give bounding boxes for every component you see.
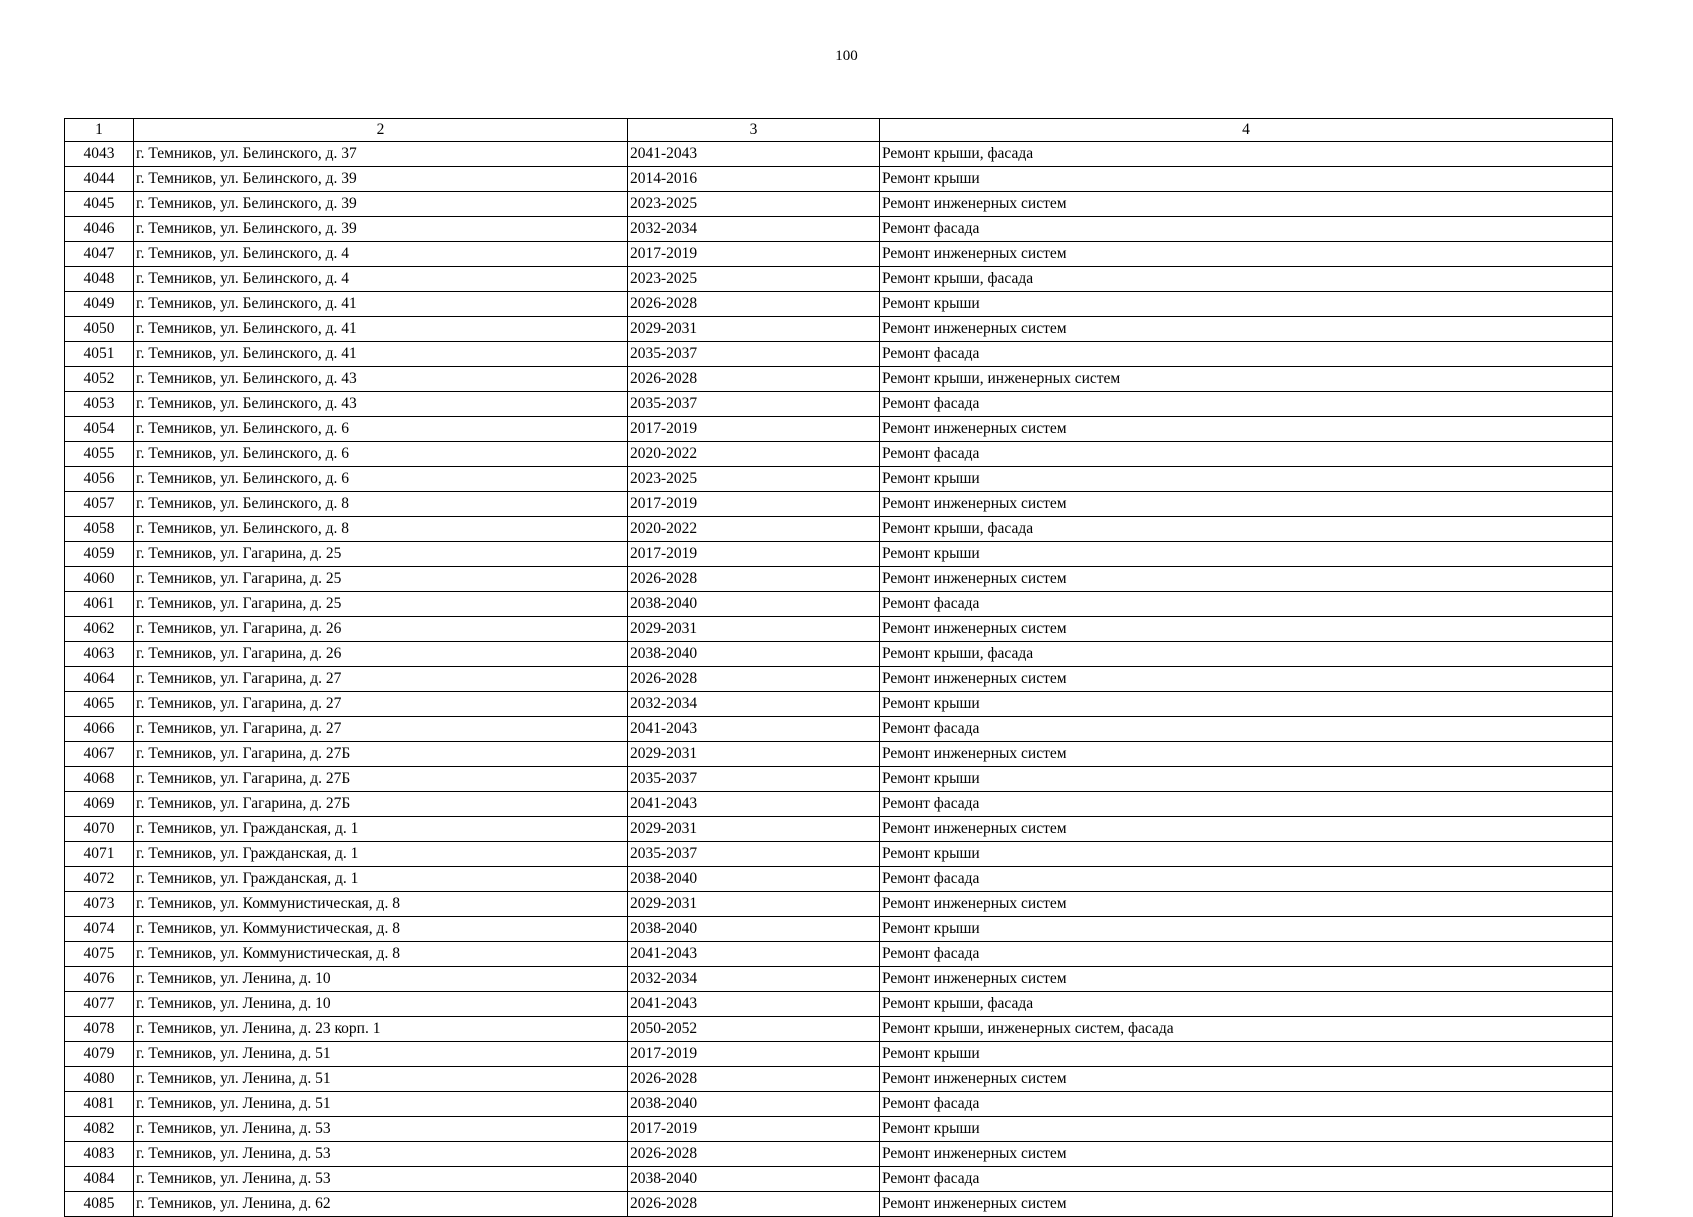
row-number-cell: 4066 <box>65 717 134 742</box>
address-cell: г. Темников, ул. Ленина, д. 51 <box>134 1092 628 1117</box>
address-cell: г. Темников, ул. Гражданская, д. 1 <box>134 817 628 842</box>
table-row <box>65 667 1613 692</box>
repair-type-cell: Ремонт крыши <box>880 167 1613 192</box>
repair-period-cell: 2032-2034 <box>628 692 880 717</box>
table-row <box>65 367 1613 392</box>
table-row <box>65 1167 1613 1192</box>
row-number-cell: 4051 <box>65 342 134 367</box>
repair-period-cell: 2038-2040 <box>628 642 880 667</box>
table-body <box>65 142 1613 1217</box>
repair-period-cell: 2029-2031 <box>628 617 880 642</box>
repair-period-cell: 2050-2052 <box>628 1017 880 1042</box>
row-number-cell: 4055 <box>65 442 134 467</box>
row-number-cell: 4049 <box>65 292 134 317</box>
repair-type-cell: Ремонт инженерных систем <box>880 817 1613 842</box>
table-row <box>65 742 1613 767</box>
address-cell: г. Темников, ул. Белинского, д. 4 <box>134 242 628 267</box>
address-cell: г. Темников, ул. Ленина, д. 23 корп. 1 <box>134 1017 628 1042</box>
repair-type-cell: Ремонт крыши, инженерных систем <box>880 367 1613 392</box>
repair-period-cell: 2032-2034 <box>628 217 880 242</box>
table-row <box>65 442 1613 467</box>
row-number-cell: 4048 <box>65 267 134 292</box>
table-row <box>65 292 1613 317</box>
repair-type-cell: Ремонт фасада <box>880 1167 1613 1192</box>
table-row <box>65 317 1613 342</box>
row-number-cell: 4080 <box>65 1067 134 1092</box>
repair-period-cell: 2038-2040 <box>628 592 880 617</box>
row-number-cell: 4062 <box>65 617 134 642</box>
row-number-cell: 4071 <box>65 842 134 867</box>
table-row <box>65 1067 1613 1092</box>
address-cell: г. Темников, ул. Белинского, д. 39 <box>134 217 628 242</box>
row-number-cell: 4047 <box>65 242 134 267</box>
address-cell: г. Темников, ул. Ленина, д. 51 <box>134 1067 628 1092</box>
row-number-cell: 4073 <box>65 892 134 917</box>
repair-period-cell: 2020-2022 <box>628 442 880 467</box>
table-row <box>65 542 1613 567</box>
repair-type-cell: Ремонт крыши, фасада <box>880 642 1613 667</box>
table-row <box>65 917 1613 942</box>
table-row <box>65 792 1613 817</box>
repair-type-cell: Ремонт инженерных систем <box>880 892 1613 917</box>
repair-type-cell: Ремонт крыши, фасада <box>880 992 1613 1017</box>
table-row <box>65 892 1613 917</box>
repair-type-cell: Ремонт крыши <box>880 1042 1613 1067</box>
repair-period-cell: 2014-2016 <box>628 167 880 192</box>
repair-type-cell: Ремонт инженерных систем <box>880 492 1613 517</box>
repair-type-cell: Ремонт инженерных систем <box>880 1067 1613 1092</box>
page-number: 100 <box>835 48 858 64</box>
repair-period-cell: 2035-2037 <box>628 767 880 792</box>
repair-period-cell: 2041-2043 <box>628 992 880 1017</box>
repair-type-cell: Ремонт инженерных систем <box>880 617 1613 642</box>
table-row <box>65 267 1613 292</box>
repair-period-cell: 2038-2040 <box>628 1092 880 1117</box>
repair-type-cell: Ремонт инженерных систем <box>880 1142 1613 1167</box>
table-row <box>65 192 1613 217</box>
repair-period-cell: 2023-2025 <box>628 192 880 217</box>
address-cell: г. Темников, ул. Гражданская, д. 1 <box>134 867 628 892</box>
row-number-cell: 4054 <box>65 417 134 442</box>
row-number-cell: 4079 <box>65 1042 134 1067</box>
row-number-cell: 4060 <box>65 567 134 592</box>
repair-period-cell: 2026-2028 <box>628 1192 880 1217</box>
repair-type-cell: Ремонт фасада <box>880 342 1613 367</box>
row-number-cell: 4077 <box>65 992 134 1017</box>
repair-type-cell: Ремонт крыши <box>880 692 1613 717</box>
address-cell: г. Темников, ул. Белинского, д. 39 <box>134 192 628 217</box>
row-number-cell: 4075 <box>65 942 134 967</box>
address-cell: г. Темников, ул. Ленина, д. 51 <box>134 1042 628 1067</box>
repair-type-cell: Ремонт крыши <box>880 842 1613 867</box>
repair-type-cell: Ремонт инженерных систем <box>880 667 1613 692</box>
address-cell: г. Темников, ул. Гагарина, д. 26 <box>134 617 628 642</box>
address-cell: г. Темников, ул. Белинского, д. 43 <box>134 367 628 392</box>
row-number-cell: 4053 <box>65 392 134 417</box>
row-number-cell: 4052 <box>65 367 134 392</box>
repair-type-cell: Ремонт инженерных систем <box>880 417 1613 442</box>
table-row <box>65 1192 1613 1217</box>
repair-period-cell: 2029-2031 <box>628 817 880 842</box>
row-number-cell: 4046 <box>65 217 134 242</box>
address-cell: г. Темников, ул. Ленина, д. 10 <box>134 967 628 992</box>
row-number-cell: 4044 <box>65 167 134 192</box>
repair-period-cell: 2029-2031 <box>628 317 880 342</box>
address-cell: г. Темников, ул. Белинского, д. 41 <box>134 317 628 342</box>
row-number-cell: 4084 <box>65 1167 134 1192</box>
repair-type-cell: Ремонт крыши <box>880 542 1613 567</box>
address-cell: г. Темников, ул. Белинского, д. 6 <box>134 467 628 492</box>
repair-type-cell: Ремонт крыши, фасада <box>880 142 1613 167</box>
repair-type-cell: Ремонт фасада <box>880 592 1613 617</box>
address-cell: г. Темников, ул. Ленина, д. 53 <box>134 1142 628 1167</box>
repair-type-cell: Ремонт фасада <box>880 867 1613 892</box>
column-header-3: 3 <box>628 119 880 142</box>
repair-period-cell: 2026-2028 <box>628 567 880 592</box>
row-number-cell: 4085 <box>65 1192 134 1217</box>
repair-period-cell: 2041-2043 <box>628 142 880 167</box>
table-row <box>65 342 1613 367</box>
repair-period-cell: 2038-2040 <box>628 917 880 942</box>
address-cell: г. Темников, ул. Коммунистическая, д. 8 <box>134 892 628 917</box>
repair-type-cell: Ремонт инженерных систем <box>880 192 1613 217</box>
address-cell: г. Темников, ул. Белинского, д. 6 <box>134 417 628 442</box>
table-row <box>65 592 1613 617</box>
row-number-cell: 4063 <box>65 642 134 667</box>
header-row <box>65 119 1613 142</box>
repair-type-cell: Ремонт крыши <box>880 292 1613 317</box>
table-row <box>65 617 1613 642</box>
address-cell: г. Темников, ул. Белинского, д. 8 <box>134 492 628 517</box>
repair-type-cell: Ремонт фасада <box>880 1092 1613 1117</box>
row-number-cell: 4067 <box>65 742 134 767</box>
table-row <box>65 1117 1613 1142</box>
column-header-4: 4 <box>880 119 1613 142</box>
row-number-cell: 4057 <box>65 492 134 517</box>
address-cell: г. Темников, ул. Белинского, д. 37 <box>134 142 628 167</box>
repair-period-cell: 2041-2043 <box>628 792 880 817</box>
repair-period-cell: 2017-2019 <box>628 1117 880 1142</box>
address-cell: г. Темников, ул. Белинского, д. 41 <box>134 342 628 367</box>
table-row <box>65 1092 1613 1117</box>
row-number-cell: 4082 <box>65 1117 134 1142</box>
row-number-cell: 4061 <box>65 592 134 617</box>
table-row <box>65 567 1613 592</box>
address-cell: г. Темников, ул. Ленина, д. 53 <box>134 1117 628 1142</box>
table-row <box>65 217 1613 242</box>
table-row <box>65 242 1613 267</box>
table-row <box>65 817 1613 842</box>
address-cell: г. Темников, ул. Коммунистическая, д. 8 <box>134 942 628 967</box>
address-cell: г. Темников, ул. Белинского, д. 39 <box>134 167 628 192</box>
repair-type-cell: Ремонт инженерных систем <box>880 242 1613 267</box>
repair-period-cell: 2017-2019 <box>628 417 880 442</box>
table-row <box>65 942 1613 967</box>
repair-schedule-table <box>64 118 1613 1217</box>
address-cell: г. Темников, ул. Белинского, д. 43 <box>134 392 628 417</box>
repair-type-cell: Ремонт фасада <box>880 792 1613 817</box>
address-cell: г. Темников, ул. Гагарина, д. 25 <box>134 567 628 592</box>
column-header-1: 1 <box>65 119 134 142</box>
repair-type-cell: Ремонт крыши, фасада <box>880 267 1613 292</box>
repair-period-cell: 2035-2037 <box>628 342 880 367</box>
address-cell: г. Темников, ул. Белинского, д. 6 <box>134 442 628 467</box>
row-number-cell: 4043 <box>65 142 134 167</box>
repair-period-cell: 2020-2022 <box>628 517 880 542</box>
address-cell: г. Темников, ул. Гагарина, д. 27 <box>134 717 628 742</box>
row-number-cell: 4059 <box>65 542 134 567</box>
repair-type-cell: Ремонт крыши, фасада <box>880 517 1613 542</box>
table-row <box>65 1017 1613 1042</box>
repair-type-cell: Ремонт крыши <box>880 1117 1613 1142</box>
address-cell: г. Темников, ул. Гагарина, д. 25 <box>134 592 628 617</box>
repair-period-cell: 2029-2031 <box>628 742 880 767</box>
row-number-cell: 4064 <box>65 667 134 692</box>
table-row <box>65 692 1613 717</box>
address-cell: г. Темников, ул. Гагарина, д. 27Б <box>134 792 628 817</box>
repair-type-cell: Ремонт инженерных систем <box>880 317 1613 342</box>
address-cell: г. Темников, ул. Белинского, д. 8 <box>134 517 628 542</box>
table-row <box>65 492 1613 517</box>
repair-period-cell: 2023-2025 <box>628 467 880 492</box>
row-number-cell: 4078 <box>65 1017 134 1042</box>
table-row <box>65 417 1613 442</box>
table-row <box>65 867 1613 892</box>
table-row <box>65 717 1613 742</box>
address-cell: г. Темников, ул. Гагарина, д. 26 <box>134 642 628 667</box>
address-cell: г. Темников, ул. Гагарина, д. 27 <box>134 667 628 692</box>
table-row <box>65 642 1613 667</box>
repair-period-cell: 2032-2034 <box>628 967 880 992</box>
repair-period-cell: 2035-2037 <box>628 392 880 417</box>
row-number-cell: 4050 <box>65 317 134 342</box>
repair-period-cell: 2017-2019 <box>628 492 880 517</box>
row-number-cell: 4070 <box>65 817 134 842</box>
repair-type-cell: Ремонт крыши <box>880 767 1613 792</box>
repair-period-cell: 2026-2028 <box>628 292 880 317</box>
repair-period-cell: 2038-2040 <box>628 1167 880 1192</box>
table-row <box>65 1042 1613 1067</box>
row-number-cell: 4072 <box>65 867 134 892</box>
repair-type-cell: Ремонт фасада <box>880 217 1613 242</box>
row-number-cell: 4076 <box>65 967 134 992</box>
address-cell: г. Темников, ул. Белинского, д. 4 <box>134 267 628 292</box>
repair-type-cell: Ремонт фасада <box>880 942 1613 967</box>
repair-period-cell: 2026-2028 <box>628 1142 880 1167</box>
address-cell: г. Темников, ул. Ленина, д. 62 <box>134 1192 628 1217</box>
table-row <box>65 517 1613 542</box>
repair-period-cell: 2041-2043 <box>628 942 880 967</box>
repair-period-cell: 2029-2031 <box>628 892 880 917</box>
address-cell: г. Темников, ул. Гагарина, д. 27 <box>134 692 628 717</box>
repair-period-cell: 2026-2028 <box>628 367 880 392</box>
repair-period-cell: 2023-2025 <box>628 267 880 292</box>
table-row <box>65 967 1613 992</box>
repair-type-cell: Ремонт крыши, инженерных систем, фасада <box>880 1017 1613 1042</box>
table-row <box>65 142 1613 167</box>
address-cell: г. Темников, ул. Гагарина, д. 25 <box>134 542 628 567</box>
repair-period-cell: 2041-2043 <box>628 717 880 742</box>
repair-period-cell: 2026-2028 <box>628 667 880 692</box>
row-number-cell: 4074 <box>65 917 134 942</box>
repair-type-cell: Ремонт крыши <box>880 467 1613 492</box>
table-row <box>65 167 1613 192</box>
repair-period-cell: 2017-2019 <box>628 1042 880 1067</box>
repair-period-cell: 2038-2040 <box>628 867 880 892</box>
table-row <box>65 992 1613 1017</box>
address-cell: г. Темников, ул. Коммунистическая, д. 8 <box>134 917 628 942</box>
address-cell: г. Темников, ул. Гагарина, д. 27Б <box>134 767 628 792</box>
repair-type-cell: Ремонт фасада <box>880 442 1613 467</box>
column-header-2: 2 <box>134 119 628 142</box>
row-number-cell: 4056 <box>65 467 134 492</box>
repair-period-cell: 2035-2037 <box>628 842 880 867</box>
row-number-cell: 4045 <box>65 192 134 217</box>
repair-type-cell: Ремонт инженерных систем <box>880 967 1613 992</box>
repair-type-cell: Ремонт фасада <box>880 717 1613 742</box>
table-row <box>65 767 1613 792</box>
repair-type-cell: Ремонт крыши <box>880 917 1613 942</box>
repair-type-cell: Ремонт инженерных систем <box>880 742 1613 767</box>
address-cell: г. Темников, ул. Гражданская, д. 1 <box>134 842 628 867</box>
address-cell: г. Темников, ул. Гагарина, д. 27Б <box>134 742 628 767</box>
repair-type-cell: Ремонт инженерных систем <box>880 1192 1613 1217</box>
table-row <box>65 392 1613 417</box>
table-header <box>65 119 1613 142</box>
row-number-cell: 4065 <box>65 692 134 717</box>
repair-period-cell: 2017-2019 <box>628 542 880 567</box>
repair-type-cell: Ремонт инженерных систем <box>880 567 1613 592</box>
row-number-cell: 4068 <box>65 767 134 792</box>
address-cell: г. Темников, ул. Ленина, д. 53 <box>134 1167 628 1192</box>
address-cell: г. Темников, ул. Белинского, д. 41 <box>134 292 628 317</box>
repair-period-cell: 2026-2028 <box>628 1067 880 1092</box>
repair-period-cell: 2017-2019 <box>628 242 880 267</box>
row-number-cell: 4081 <box>65 1092 134 1117</box>
repair-type-cell: Ремонт фасада <box>880 392 1613 417</box>
table-row <box>65 842 1613 867</box>
row-number-cell: 4058 <box>65 517 134 542</box>
table-row <box>65 467 1613 492</box>
row-number-cell: 4083 <box>65 1142 134 1167</box>
row-number-cell: 4069 <box>65 792 134 817</box>
address-cell: г. Темников, ул. Ленина, д. 10 <box>134 992 628 1017</box>
table-row <box>65 1142 1613 1167</box>
